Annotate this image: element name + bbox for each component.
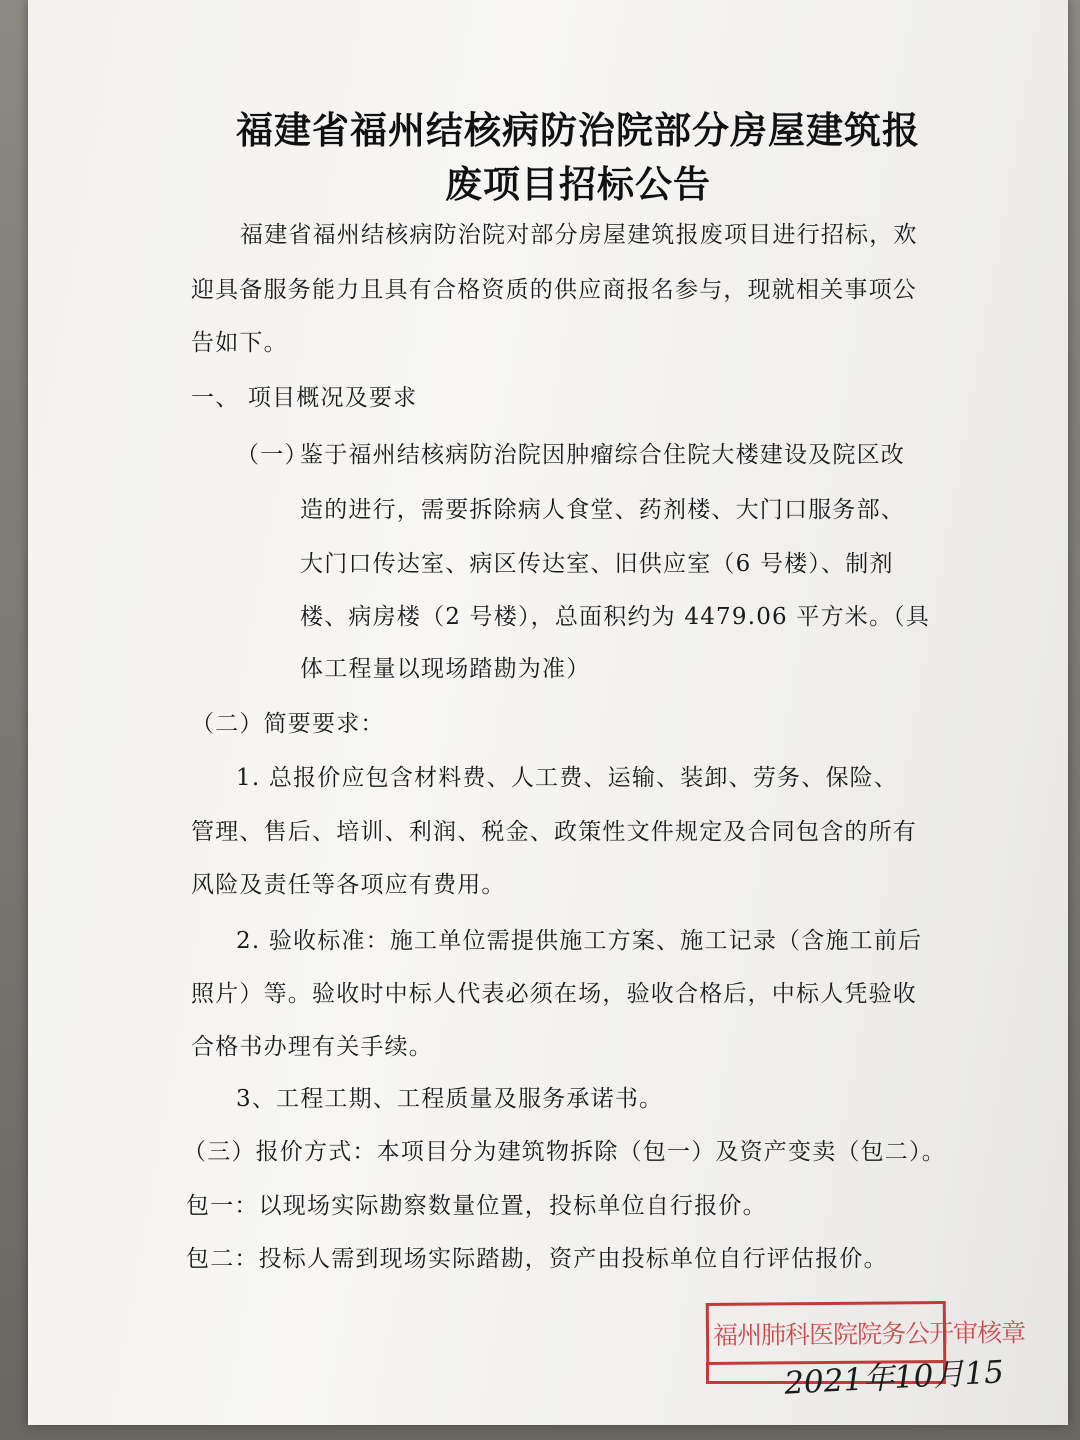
requirement-3: 3、工程工期、工程质量及服务承诺书。 bbox=[236, 1086, 664, 1112]
document-title-line-1: 福建省福州结核病防治院部分房屋建筑报 bbox=[236, 109, 920, 152]
intro-line-3: 告如下。 bbox=[191, 330, 288, 356]
document-title-line-2: 废项目招标公告 bbox=[445, 163, 711, 206]
item-1-line-3: 大门口传达室、病区传达室、旧供应室（6 号楼）、制剂 bbox=[300, 551, 894, 577]
section-1-heading: 一、 项目概况及要求 bbox=[191, 385, 418, 411]
stamp-handwritten-date: 2021年10月15 bbox=[783, 1354, 1005, 1402]
item-3-quote-method: （三）报价方式：本项目分为建筑物拆除（包一）及资产变卖（包二）。 bbox=[183, 1139, 946, 1165]
requirement-2-line-2: 照片）等。验收时中标人代表必须在场，验收合格后，中标人凭验收 bbox=[191, 981, 917, 1007]
requirement-2-line-1: 2. 验收标准：施工单位需提供施工方案、施工记录（含施工前后 bbox=[236, 928, 923, 954]
package-1: 包一：以现场实际勘察数量位置，投标单位自行报价。 bbox=[186, 1193, 767, 1219]
requirement-1-line-1: 1. 总报价应包含材料费、人工费、运输、装卸、劳务、保险、 bbox=[236, 765, 899, 791]
requirement-2-line-3: 合格书办理有关手续。 bbox=[191, 1034, 433, 1060]
item-1-label: （一） bbox=[236, 442, 309, 468]
intro-line-1: 福建省福州结核病防治院对部分房屋建筑报废项目进行招标，欢 bbox=[240, 222, 918, 248]
document-page bbox=[28, 0, 1068, 1425]
package-2: 包二：投标人需到现场实际踏勘，资产由投标单位自行评估报价。 bbox=[186, 1246, 888, 1272]
requirement-1-line-3: 风险及责任等各项应有费用。 bbox=[191, 872, 506, 898]
requirement-1-line-2: 管理、售后、培训、利润、税金、政策性文件规定及合同包含的所有 bbox=[191, 819, 917, 845]
item-1-line-4: 楼、病房楼（2 号楼），总面积约为 4479.06 平方米。（具 bbox=[300, 604, 931, 630]
item-1-line-2: 造的进行，需要拆除病人食堂、药剂楼、大门口服务部、 bbox=[300, 497, 905, 523]
item-2-heading: （二）简要要求： bbox=[191, 711, 385, 737]
item-1-line-5: 体工程量以现场踏勘为准） bbox=[300, 656, 591, 682]
stamp-text: 福州肺科医院院务公开审核章 bbox=[712, 1318, 1026, 1350]
intro-line-2: 迎具备服务能力且具有合格资质的供应商报名参与，现就相关事项公 bbox=[191, 277, 917, 303]
item-1-line-1: 鉴于福州结核病防治院因肿瘤综合住院大楼建设及院区改 bbox=[300, 442, 905, 468]
